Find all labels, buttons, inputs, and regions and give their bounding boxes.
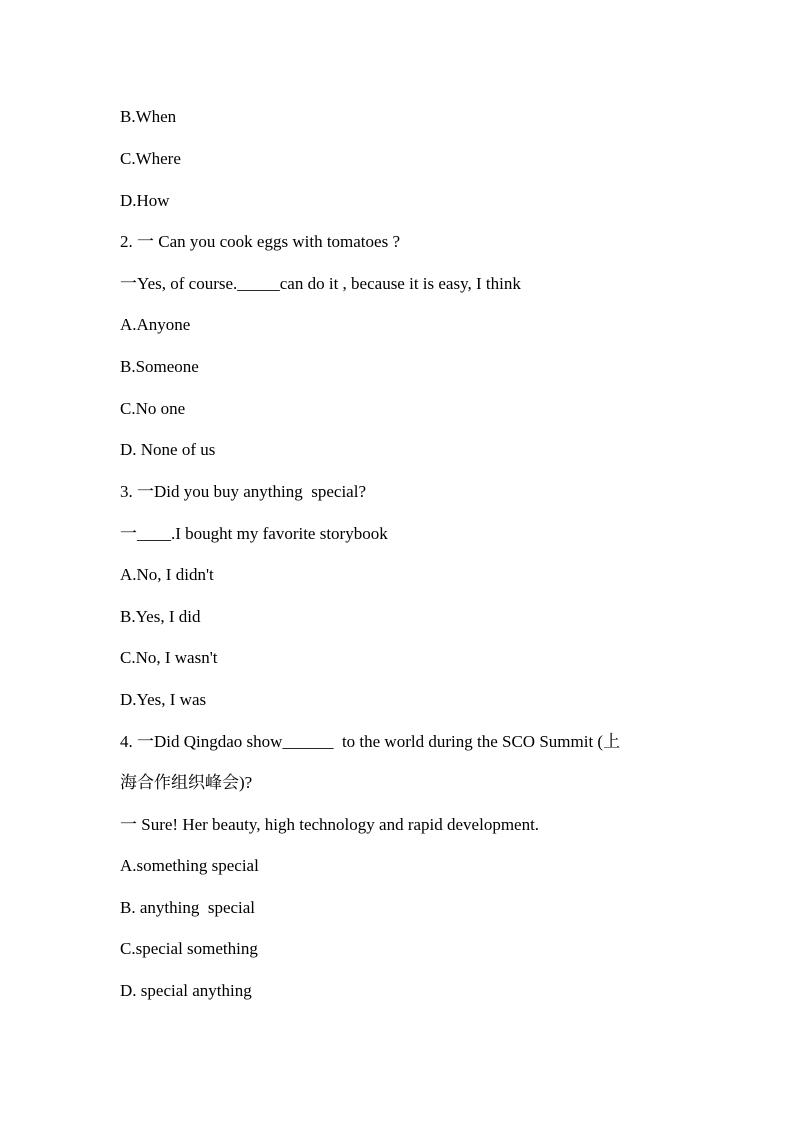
question-4-reply: 一 Sure! Her beauty, high technology and rapid development.: [120, 815, 540, 834]
question-3-option-a: A.No, I didn't: [120, 565, 214, 584]
question-4-prompt: 4. 一Did Qingdao show______ to the world during the SCO Summit (上: [120, 732, 621, 751]
question-2-option-b: B.Someone: [120, 357, 199, 376]
question-3-prompt: 3. 一Did you buy anything special?: [120, 482, 366, 501]
question-2-option-a: A.Anyone: [120, 315, 191, 334]
question-4-option-a: A.something special: [120, 856, 259, 875]
question-2-prompt: 2. 一 Can you cook eggs with tomatoes ?: [120, 232, 400, 251]
question-4-option-b: B. anything special: [120, 898, 256, 917]
question-4-prompt-continued: 海合作组织峰会)?: [120, 773, 253, 792]
question-4-option-c: C.special something: [120, 939, 258, 958]
option-b-when: B.When: [120, 107, 177, 126]
option-c-where: C.Where: [120, 149, 181, 168]
question-2-option-d: D. None of us: [120, 440, 216, 459]
question-3-option-d: D.Yes, I was: [120, 690, 207, 709]
question-3-option-c: C.No, I wasn't: [120, 648, 218, 667]
question-4-option-d: D. special anything: [120, 981, 252, 1000]
option-d-how: D.How: [120, 191, 170, 210]
question-3-option-b: B.Yes, I did: [120, 607, 201, 626]
question-3-reply: 一____.I bought my favorite storybook: [120, 524, 388, 543]
question-2-reply: 一Yes, of course._____can do it , because it is easy, I think: [120, 274, 521, 293]
question-2-option-c: C.No one: [120, 399, 186, 418]
